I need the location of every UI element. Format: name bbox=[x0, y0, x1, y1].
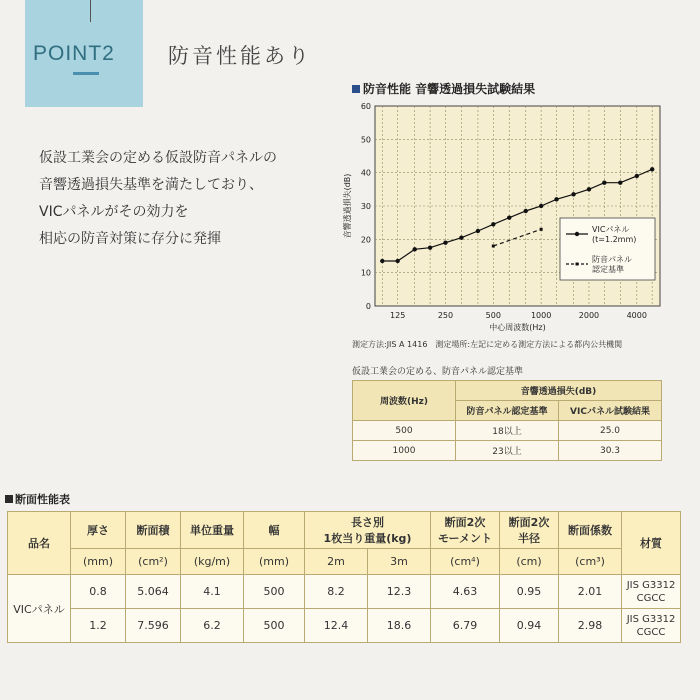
std-header-freq: 周波数(Hz) bbox=[353, 381, 456, 421]
legend-label: 認定基準 bbox=[592, 265, 624, 274]
std-cell: 1000 bbox=[353, 441, 456, 461]
y-tick-label: 50 bbox=[360, 135, 371, 145]
x-axis-label: 中心周波数(Hz) bbox=[489, 323, 546, 332]
material-line: JIS G3312 bbox=[626, 613, 676, 625]
spec-unit: 2m bbox=[305, 549, 368, 575]
y-axis-label: 音響透過損失(dB) bbox=[343, 173, 352, 239]
spec-cell: 6.79 bbox=[431, 609, 500, 643]
page-heading: 防音性能あり bbox=[168, 44, 312, 68]
spec-cell-material bbox=[622, 609, 681, 643]
material-line: CGCC bbox=[636, 626, 666, 638]
std-cell: 500 bbox=[353, 421, 456, 441]
std-cell: 18以上 bbox=[456, 421, 559, 441]
spec-header-weight: 単位重量 bbox=[181, 512, 244, 549]
legend-label: 防音パネル bbox=[592, 255, 632, 264]
std-cell: 23以上 bbox=[456, 441, 559, 461]
data-point-vic bbox=[443, 240, 447, 244]
spec-unit: (cm³) bbox=[559, 549, 622, 575]
data-point-vic bbox=[618, 180, 622, 184]
spec-header-area: 断面積 bbox=[126, 512, 181, 549]
data-point-vic bbox=[476, 229, 480, 233]
data-point-vic bbox=[554, 197, 558, 201]
spec-cell: 1.2 bbox=[71, 609, 126, 643]
chart-svg bbox=[338, 98, 668, 338]
data-point-vic bbox=[524, 209, 528, 213]
material-line: JIS G3312 bbox=[626, 579, 676, 591]
legend-marker bbox=[576, 263, 579, 266]
y-tick-label: 40 bbox=[360, 168, 371, 178]
legend-label: VICパネル bbox=[592, 225, 630, 234]
std-cell: 25.0 bbox=[559, 421, 662, 441]
data-point-vic bbox=[428, 245, 432, 249]
spec-unit: (mm) bbox=[244, 549, 305, 575]
spec-table bbox=[7, 511, 681, 643]
description-line: 仮設工業会の定める仮設防音パネルの bbox=[39, 150, 277, 166]
spec-cell: 7.596 bbox=[126, 609, 181, 643]
spec-header-modulus: 断面係数 bbox=[559, 512, 622, 549]
spec-cell: 12.3 bbox=[368, 575, 431, 609]
point-label: POINT2 bbox=[33, 42, 115, 65]
data-point-vic bbox=[380, 259, 384, 263]
y-tick-label: 60 bbox=[360, 102, 371, 111]
point-line bbox=[90, 0, 91, 22]
data-point-standard bbox=[492, 245, 495, 248]
spec-unit: (cm²) bbox=[126, 549, 181, 575]
spec-header-radius-1: 断面2次 bbox=[508, 516, 550, 529]
spec-header-moment bbox=[431, 512, 500, 549]
legend-label: (t=1.2mm) bbox=[592, 235, 637, 244]
spec-cell: 12.4 bbox=[305, 609, 368, 643]
spec-header-length-top: 長さ別 bbox=[351, 516, 384, 529]
x-tick-label: 125 bbox=[390, 311, 406, 320]
square-bullet-icon bbox=[5, 495, 13, 503]
std-cell: 30.3 bbox=[559, 441, 662, 461]
standard-table-title: 仮設工業会の定める、防音パネル認定基準 bbox=[352, 367, 524, 377]
data-point-vic bbox=[459, 235, 463, 239]
point-underline bbox=[73, 72, 99, 75]
data-point-vic bbox=[539, 204, 543, 208]
spec-unit: (kg/m) bbox=[181, 549, 244, 575]
data-point-vic bbox=[395, 259, 399, 263]
data-point-vic bbox=[412, 247, 416, 251]
spec-table-title bbox=[5, 491, 70, 507]
spec-cell: 4.63 bbox=[431, 575, 500, 609]
chart-title-text: 防音性能 音響透過損失試験結果 bbox=[363, 82, 536, 96]
data-point-standard bbox=[540, 228, 543, 231]
data-point-vic bbox=[602, 180, 606, 184]
data-point-vic bbox=[587, 187, 591, 191]
spec-cell: 0.8 bbox=[71, 575, 126, 609]
data-point-vic bbox=[635, 174, 639, 178]
spec-cell: 2.01 bbox=[559, 575, 622, 609]
spec-unit: (cm⁴) bbox=[431, 549, 500, 575]
chart-title bbox=[352, 80, 535, 97]
data-point-vic bbox=[650, 167, 654, 171]
spec-header-radius-2: 半径 bbox=[518, 532, 540, 545]
x-tick-label: 500 bbox=[485, 311, 501, 320]
spec-cell: 6.2 bbox=[181, 609, 244, 643]
standard-table bbox=[352, 380, 662, 461]
spec-cell: 8.2 bbox=[305, 575, 368, 609]
y-tick-label: 20 bbox=[360, 235, 371, 245]
data-point-vic bbox=[491, 222, 495, 226]
spec-cell: 2.98 bbox=[559, 609, 622, 643]
description-line: 相応の防音対策に存分に発揮 bbox=[39, 231, 221, 247]
chart bbox=[338, 98, 668, 342]
material-line: CGCC bbox=[636, 592, 666, 604]
spec-header-width: 幅 bbox=[244, 512, 305, 549]
spec-header-thick: 厚さ bbox=[71, 512, 126, 549]
x-tick-label: 1000 bbox=[530, 311, 552, 320]
description bbox=[39, 145, 277, 253]
spec-header-moment-2: モーメント bbox=[437, 532, 492, 545]
spec-header-length-sub: 1枚当り重量(kg) bbox=[323, 532, 412, 545]
spec-header-radius bbox=[500, 512, 559, 549]
spec-product: VICパネル bbox=[8, 575, 71, 643]
square-bullet-icon bbox=[352, 85, 360, 93]
spec-cell: 18.6 bbox=[368, 609, 431, 643]
spec-header-moment-1: 断面2次 bbox=[444, 516, 486, 529]
legend-marker bbox=[575, 232, 579, 236]
spec-cell-material bbox=[622, 575, 681, 609]
y-tick-label: 30 bbox=[360, 202, 371, 211]
data-point-vic bbox=[571, 192, 575, 196]
point-badge bbox=[25, 0, 143, 107]
data-point-vic bbox=[507, 215, 511, 219]
spec-unit: (mm) bbox=[71, 549, 126, 575]
spec-header-name: 品名 bbox=[8, 512, 71, 575]
spec-header-material: 材質 bbox=[622, 512, 681, 575]
description-line: 音響透過損失基準を満たしており、 bbox=[39, 177, 263, 193]
y-tick-label: 0 bbox=[365, 302, 371, 311]
y-tick-label: 10 bbox=[360, 268, 371, 278]
std-header-standard: 防音パネル認定基準 bbox=[456, 401, 559, 421]
spec-cell: 0.94 bbox=[500, 609, 559, 643]
spec-cell: 500 bbox=[244, 609, 305, 643]
description-line: VICパネルがその効力を bbox=[39, 204, 189, 220]
std-header-group: 音響透過損失(dB) bbox=[456, 381, 662, 401]
spec-cell: 500 bbox=[244, 575, 305, 609]
spec-cell: 5.064 bbox=[126, 575, 181, 609]
spec-cell: 0.95 bbox=[500, 575, 559, 609]
x-tick-label: 4000 bbox=[626, 311, 647, 320]
x-tick-label: 2000 bbox=[578, 311, 600, 320]
spec-cell: 4.1 bbox=[181, 575, 244, 609]
std-header-vic: VICパネル試験結果 bbox=[559, 401, 662, 421]
spec-header-length bbox=[305, 512, 431, 549]
spec-unit: (cm) bbox=[500, 549, 559, 575]
spec-unit: 3m bbox=[368, 549, 431, 575]
spec-title-text: 断面性能表 bbox=[15, 493, 70, 506]
method-note: 測定方法:JIS A 1416 測定場所:左記に定める測定方法による都内公共機関 bbox=[352, 340, 623, 349]
x-tick-label: 250 bbox=[437, 311, 454, 320]
